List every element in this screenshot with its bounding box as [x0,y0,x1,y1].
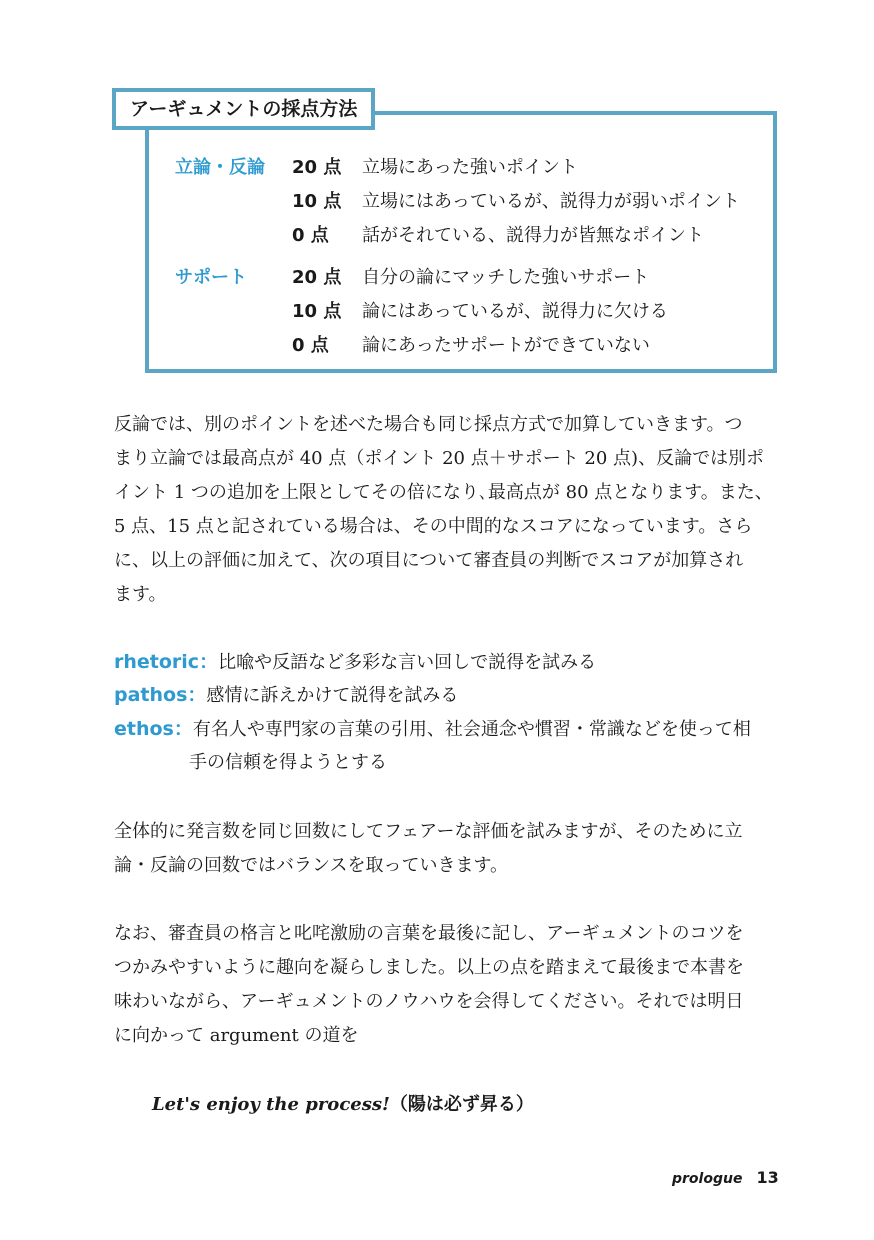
term-separator: ： [187,684,207,706]
box-title: アーギュメントの採点方法 [112,88,375,130]
score-description: 論にはあっているが、説得力に欠ける [362,301,668,322]
score-description: 自分の論にマッチした強いサポート [362,267,650,288]
term-label: pathos [114,684,188,706]
score-points: 20 点 [292,157,342,178]
closing-japanese: （陽は必ず昇る） [389,1094,534,1115]
page-footer [672,1168,779,1187]
score-points: 20 点 [292,267,342,288]
term-separator: ： [199,651,219,673]
text-line: イント 1 つの追加を上限としてその倍になり､最高点が 80 点となります。また、 [114,482,773,503]
text-line: なお、審査員の格言と叱咤激励の言葉を最後に記し、アーギュメントのコツを [114,923,744,944]
body-paragraph-closing [114,917,794,1053]
text-line: 論・反論の回数ではバランスを取っていきます。 [114,855,509,876]
term-label: ethos [114,718,174,740]
score-description: 話がそれている、説得力が皆無なポイント [362,225,704,246]
text-line: 味わいながら、アーギュメントのノウハウを会得してください。それでは明日 [114,991,744,1012]
score-category: 立論・反論 [175,157,265,178]
body-paragraph-scoring [114,408,794,612]
closing-motto [152,1088,534,1122]
term-label: rhetoric [114,651,200,673]
score-points: 0 点 [292,335,329,356]
score-description: 立場にはあっているが、説得力が弱いポイント [362,191,740,212]
score-points: 0 点 [292,225,329,246]
body-paragraph-fairness [114,815,794,883]
text-line: に向かって argument の道を [114,1025,359,1046]
term-ethos [114,712,751,747]
score-description: 論にあったサポートができていない [362,335,650,356]
text-line: 反論では、別のポイントを述べた場合も同じ採点方式で加算していきます。つ [114,414,743,435]
score-description: 立場にあった強いポイント [362,157,578,178]
score-points: 10 点 [292,191,342,212]
text-line: まり立論では最高点が 40 点（ポイント 20 点＋サポート 20 点)、反論では別ポ [114,448,765,469]
closing-english: Let's enjoy the process! [152,1094,390,1115]
text-line: ます。 [114,584,167,605]
text-line: 全体的に発言数を同じ回数にしてフェアーな評価を試みますが、そのために立 [114,821,743,842]
score-points: 10 点 [292,301,342,322]
term-rhetoric [114,645,596,680]
text-line: つかみやすいように趣向を凝らしました。以上の点を踏まえて最後まで本書を [114,957,744,978]
term-ethos-continuation: 手の信頼を得ようとする [189,752,387,773]
score-category: サポート [175,267,247,288]
page-number: 13 [756,1168,779,1187]
text-line: 5 点、15 点と記されている場合は、その中間的なスコアになっています。さら [114,516,753,537]
term-separator: ： [173,718,193,740]
text-line: に、以上の評価に加えて、次の項目について審査員の判断でスコアが加算され [114,550,744,571]
term-description: 感情に訴えかけて説得を試みる [206,685,459,706]
section-label: prologue [672,1171,743,1187]
term-description: 有名人や専門家の言葉の引用、社会通念や慣習・常識などを使って相 [192,719,751,740]
term-pathos [114,678,458,713]
term-description: 比喩や反語など多彩な言い回しで説得を試みる [218,652,597,673]
